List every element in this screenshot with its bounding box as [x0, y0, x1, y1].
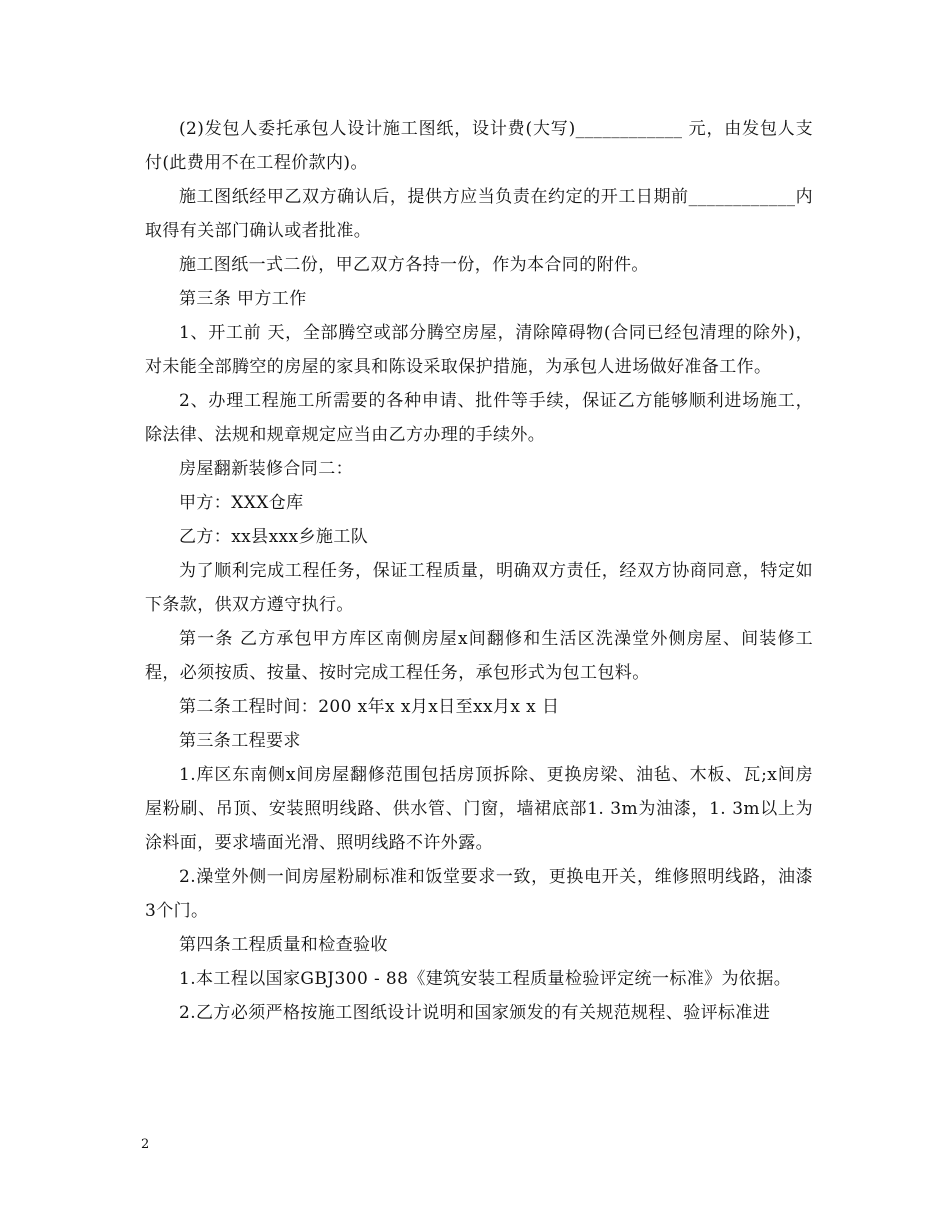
- party-b-line: 乙方：xx县xxx乡施工队: [179, 527, 369, 547]
- paragraph-requirement-1: 1.库区东南侧x间房屋翻修范围包括房顶拆除、更换房梁、油毡、木板、瓦;x间房屋粉刷、吊顶、安装照明线路、供水管、门窗，墙裙底部1. 3m为油漆，1. 3m以上为涂料面，要求墙面光滑、照明线路不许外露。: [145, 765, 813, 853]
- page-number: 2: [141, 1137, 150, 1152]
- paragraph-permits: 2、办理工程施工所需要的各种申请、批件等手续，保证乙方能够顺利进场施工，除法律、法规和规章规定应当由乙方办理的手续外。: [145, 391, 813, 445]
- paragraph-site-clearing: 1、开工前 天，全部腾空或部分腾空房屋，清除障碍物(合同已经包清理的除外)，对未能全部腾空的房屋的家具和陈设采取保护措施，为承包人进场做好准备工作。: [145, 323, 813, 377]
- paragraph-drawing-copies: 施工图纸一式二份，甲乙双方各持一份，作为本合同的附件。: [179, 255, 649, 275]
- heading-contract-two: 房屋翻新装修合同二：: [179, 459, 353, 479]
- paragraph-drawing-approval: 施工图纸经甲乙双方确认后，提供方应当负责在约定的开工日期前____________内取得有关部门确认或者批准。: [145, 187, 813, 241]
- party-a-line: 甲方：XXX仓库: [179, 493, 304, 513]
- paragraph-preamble: 为了顺利完成工程任务，保证工程质量，明确双方责任，经双方协商同意，特定如下条款，供双方遵守执行。: [145, 561, 813, 615]
- paragraph-article-2-schedule: 第二条工程时间：200 x年x x月x日至xx月x x 日: [179, 697, 560, 717]
- paragraph-requirement-2: 2.澡堂外侧一间房屋粉刷标准和饭堂要求一致，更换电开关，维修照明线路，油漆3个门。: [145, 867, 813, 921]
- paragraph-quality-1: 1.本工程以国家GBJ300 - 88《建筑安装工程质量检验评定统一标准》为依据。: [179, 969, 792, 989]
- paragraph-quality-2: 2.乙方必须严格按施工图纸设计说明和国家颁发的有关规范规程、验评标准进: [179, 1003, 771, 1023]
- document-body: [145, 112, 813, 1030]
- heading-article-3-requirements: 第三条工程要求: [179, 731, 301, 751]
- heading-article-3-party-a: 第三条 甲方工作: [179, 289, 307, 309]
- paragraph-article-1: 第一条 乙方承包甲方库区南侧房屋x间翻修和生活区洗澡堂外侧房屋、间装修工程，必须按质、按量、按时完成工程任务，承包形式为包工包料。: [145, 629, 813, 683]
- paragraph-design-fee: (2)发包人委托承包人设计施工图纸，设计费(大写)____________ 元，由发包人支付(此费用不在工程价款内)。: [145, 119, 813, 173]
- heading-article-4-quality: 第四条工程质量和检查验收: [179, 935, 388, 955]
